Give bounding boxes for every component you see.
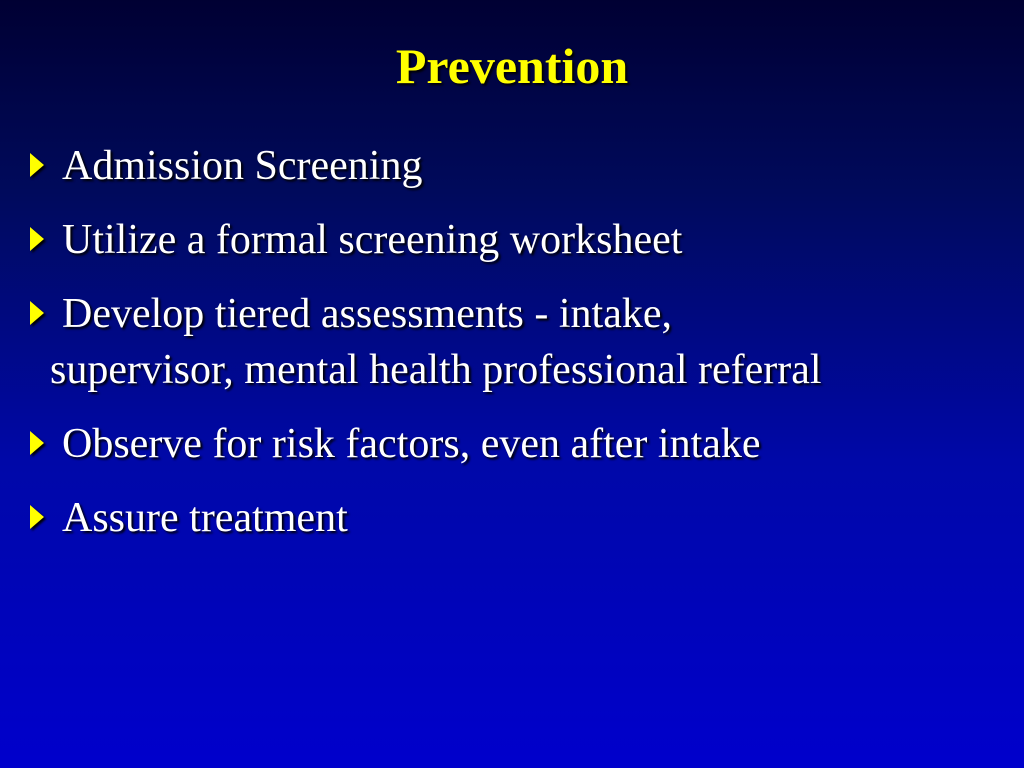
bullet-item <box>26 212 1006 268</box>
triangle-bullet-icon <box>30 431 44 455</box>
bullet-text: Assure treatment <box>62 495 348 541</box>
bullet-text: Observe for risk factors, even after intake <box>62 421 761 467</box>
bullet-text: Utilize a formal screening worksheet <box>62 217 683 263</box>
bullet-item <box>26 416 1006 472</box>
triangle-bullet-icon <box>30 301 44 325</box>
bullet-text-line2: supervisor, mental health professional referral <box>50 347 822 393</box>
bullet-item <box>26 138 1006 194</box>
bullet-item <box>26 286 1006 398</box>
triangle-bullet-icon <box>30 227 44 251</box>
bullet-text: Admission Screening <box>62 143 423 189</box>
bullet-text-line1: Develop tiered assessments - intake, <box>62 291 672 337</box>
triangle-bullet-icon <box>30 505 44 529</box>
bullet-item <box>26 490 1006 546</box>
triangle-bullet-icon <box>30 153 44 177</box>
slide-title: Prevention <box>395 38 629 94</box>
bullet-list <box>26 138 1006 564</box>
